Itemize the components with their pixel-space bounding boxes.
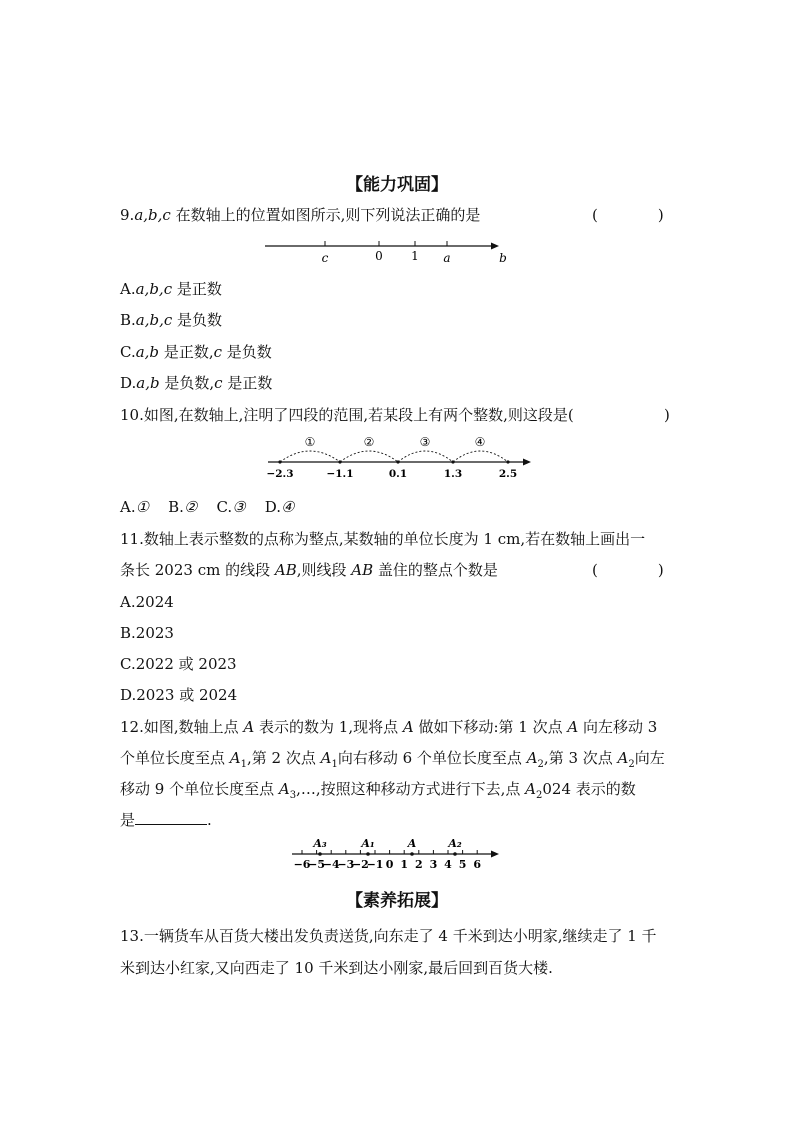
q12-tick-label: 5 — [458, 858, 467, 871]
q10-option-c[interactable]: C.③ — [216, 498, 246, 516]
q12-stem-line1: 12.如图,数轴上点 A 表示的数为 1,现将点 A 做如下移动:第 1 次点 A 向左移动 3 — [120, 718, 658, 736]
q9-answer-paren: ( ) — [592, 206, 664, 224]
q12-stem-line2: 个单位长度至点 $A_1$,第 2 次点 $A_1$向右移动 6 个单位长度至点 $A_2$,第 3 次点 $A_2$向左 — [120, 749, 665, 770]
q12-point-A: A — [407, 837, 417, 850]
q12-tick-label: 3 — [429, 858, 438, 871]
q12-tick-label: 2 — [414, 858, 423, 871]
q9-option-d[interactable]: D.a,b 是负数,c 是正数 — [120, 374, 273, 392]
q12-tick-label: −1 — [366, 858, 384, 871]
q12-stem-line4: 是 . — [120, 811, 212, 829]
q10-close-paren: ) — [664, 406, 670, 424]
q12-answer-blank[interactable] — [135, 810, 207, 825]
q9-stem: 9.a,b,c 在数轴上的位置如图所示,则下列说法正确的是 — [120, 206, 481, 224]
q10-option-a[interactable]: A.① — [120, 498, 150, 516]
q12-tick-label: −6 — [293, 858, 311, 871]
q12-tick-label: −3 — [337, 858, 355, 871]
q10-option-b[interactable]: B.② — [168, 498, 198, 516]
q10-segment-3: ③ — [419, 435, 431, 449]
q11-stem-line2: 条长 2023 cm 的线段 AB,则线段 AB 盖住的整点个数是 — [120, 561, 498, 579]
q10-tick-label: 2.5 — [498, 468, 518, 480]
q11-option-c[interactable]: C.2022 或 2023 — [120, 655, 237, 673]
q12-point-A3: A₃ — [313, 837, 327, 850]
q12-stem-line3: 移动 9 个单位长度至点 $A_3,\dots$,按照这种移动方式进行下去,点 $A_2024$ 表示的数 — [120, 780, 636, 801]
q10-segment-2: ② — [363, 435, 375, 449]
q9-axis-label-a: a — [443, 251, 451, 265]
q12-tick-label: −2 — [351, 858, 369, 871]
q9-number-line — [255, 236, 515, 266]
q10-number-line — [258, 434, 538, 480]
q12-point-A2: A₂ — [448, 837, 462, 850]
q12-tick-label: 6 — [473, 858, 482, 871]
q12-tick-label: 4 — [444, 858, 452, 871]
q11-answer-paren: ( ) — [592, 561, 664, 579]
q12-tick-label: −5 — [308, 858, 326, 871]
section-title-extension: 【素养拓展】 — [346, 891, 448, 911]
q9-option-b[interactable]: B.a,b,c 是负数 — [120, 311, 223, 329]
q12-point-A1: A₁ — [361, 837, 375, 850]
q9-axis-label-c: c — [321, 251, 329, 265]
q10-tick-label: 1.3 — [443, 468, 463, 480]
q9-axis-label-1: 1 — [411, 249, 419, 263]
q10-option-d[interactable]: D.④ — [264, 498, 295, 516]
section-title-consolidation: 【能力巩固】 — [346, 175, 448, 195]
q12-tick-label: −4 — [322, 858, 340, 871]
q11-option-a[interactable]: A.2024 — [120, 593, 174, 611]
q10-stem: 10.如图,在数轴上,注明了四段的范围,若某段上有两个整数,则这段是( — [120, 406, 574, 424]
q13-stem-line2: 米到达小红家,又向西走了 10 千米到达小刚家,最后回到百货大楼. — [120, 959, 553, 977]
q11-option-b[interactable]: B.2023 — [120, 624, 174, 642]
q9-axis-label-b: b — [499, 251, 507, 265]
q11-stem-line1: 11.数轴上表示整数的点称为整点,某数轴的单位长度为 1 cm,若在数轴上画出一 — [120, 530, 646, 548]
q12-number-line — [288, 834, 508, 874]
q11-option-d[interactable]: D.2023 或 2024 — [120, 686, 238, 704]
q13-stem-line1: 13.一辆货车从百货大楼出发负责送货,向东走了 4 千米到达小明家,继续走了 1 千 — [120, 927, 657, 945]
q10-tick-label: −1.1 — [326, 468, 354, 480]
q10-segment-4: ④ — [474, 435, 486, 449]
q9-option-a[interactable]: A.a,b,c 是正数 — [120, 280, 222, 298]
q10-tick-label: −2.3 — [266, 468, 294, 480]
q9-axis-label-0: 0 — [375, 249, 383, 263]
q10-options — [120, 497, 294, 517]
q12-tick-label: 0 — [385, 858, 394, 871]
q9-option-c[interactable]: C.a,b 是正数,c 是负数 — [120, 343, 272, 361]
q10-tick-label: 0.1 — [388, 468, 408, 480]
q10-segment-1: ① — [304, 435, 316, 449]
q12-tick-label: 1 — [400, 858, 409, 871]
